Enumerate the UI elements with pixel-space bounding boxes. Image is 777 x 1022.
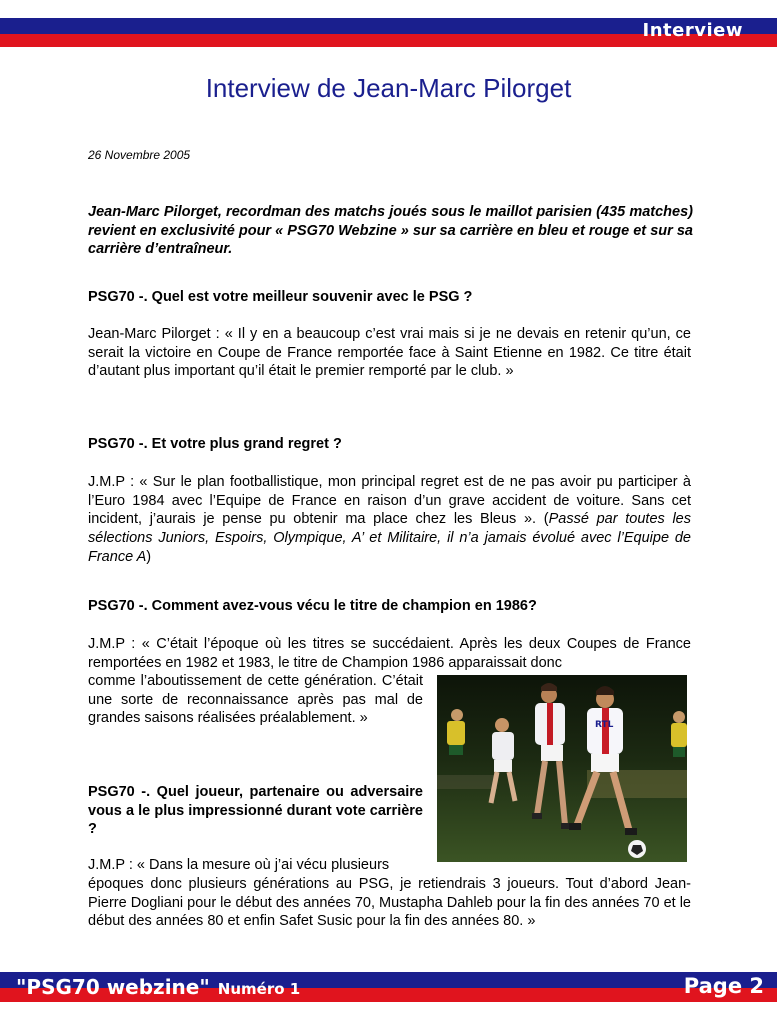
- answer-3-full: J.M.P : « C’était l’époque où les titres se succédaient. Après les deux Coupes de France remportées en 1982 et 1983, le titre de Champion 1986 apparaissait donc: [88, 636, 691, 671]
- answer-2-note: Passé par toutes les sélections Juniors, Espoirs, Olympique, A’ et Militaire, il n’a jamais évolué avec l’Equipe de France A: [88, 511, 691, 565]
- question-3: PSG70 -. Comment avez-vous vécu le titre de champion en 1986?: [88, 598, 537, 614]
- answer-2-text: J.M.P : « Sur le plan footballistique, mon principal regret est de ne pas avoir pu participer à l’Euro 1984 avec l’Equipe de France en raison d’un grave accident de voiture. Sans cet incident, j’aurais je pense pu obtenir ma place chez les Bleus ».: [88, 474, 691, 528]
- article-date: 26 Novembre 2005: [88, 148, 191, 162]
- match-photo: [437, 675, 687, 862]
- section-label: Interview: [642, 20, 743, 41]
- question-2: PSG70 -. Et votre plus grand regret ?: [88, 436, 342, 452]
- question-1: PSG70 -. Quel est votre meilleur souvenir avec le PSG ?: [88, 289, 473, 305]
- jersey-text: RTL: [595, 720, 614, 730]
- answer-3-narrow: comme l’aboutissement de cette génération. C’était une sorte de reconnaissance après pas mal de grandes saisons réalisées préalablement. »: [88, 673, 423, 727]
- footer-page-number: Page 2: [683, 974, 764, 998]
- note-close: ): [146, 548, 152, 565]
- question-4: PSG70 -. Quel joueur, partenaire ou adversaire vous a le plus impressionné durant vote carrière ?: [88, 784, 423, 837]
- article-intro: Jean-Marc Pilorget, recordman des matchs joués sous le maillot parisien (435 matches) revient en exclusivité pour « PSG70 Webzine » sur sa carrière en bleu et rouge et sur sa carrière d’entraîneur.: [88, 204, 693, 257]
- answer-4-full: époques donc plusieurs générations au PSG, je retiendrais 3 joueurs. Tout d’abord Jean-Pierre Dogliani pour le début des années 70, Mustapha Dahleb pour la fin des années 70 et le début des années 80 et enfin Safet Susic pour la fin des années 80. »: [88, 876, 691, 930]
- answer-4-narrow: J.M.P : « Dans la mesure où j’ai vécu plusieurs: [88, 857, 390, 873]
- answer-2: [88, 473, 691, 567]
- answer-1: Jean-Marc Pilorget : « Il y en a beaucoup c’est vrai mais si je ne devais en retenir qu’un, ce serait la victoire en Coupe de France remportée face à Saint Etienne en 1982. Ce titre était d’autant plus important qu’il était le premier remporté par le club. »: [88, 326, 691, 380]
- footer-issue: Numéro 1: [217, 980, 301, 998]
- note-open: (: [543, 511, 549, 528]
- match-photo-illustration: [437, 675, 687, 862]
- footer-title-block: [16, 975, 300, 999]
- footer-title: "PSG70 webzine": [16, 975, 210, 999]
- page-title: Interview de Jean-Marc Pilorget: [205, 73, 572, 103]
